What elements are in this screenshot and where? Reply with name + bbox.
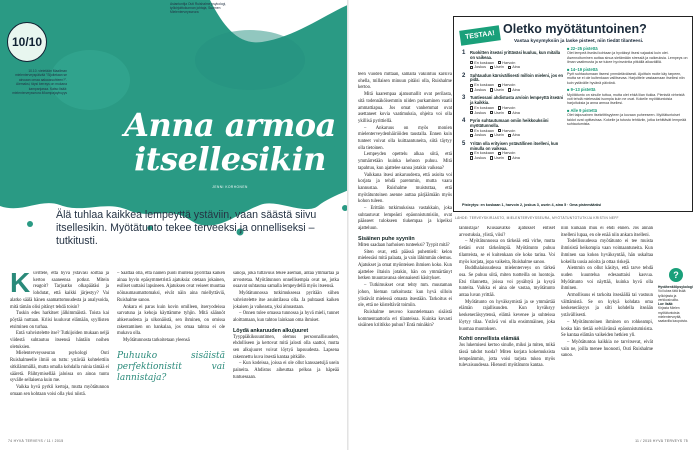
question-number: 2 (462, 72, 466, 79)
result-block (567, 68, 689, 85)
question-number: 4 (462, 118, 466, 125)
checkbox-icon (470, 111, 473, 114)
checkbox-icon (470, 134, 473, 137)
paragraph: Tuskin edes harkitset jälkimmäistä. Toista kai pöytää nuttaan. Kriisi kuuluvat elämään, syyllisten etsiminen on turhaa. (10, 311, 109, 330)
mental-health-day-badge (7, 22, 47, 62)
quiz-question (462, 96, 564, 115)
right-page-footer: 11 / 2015 HYVÄ TERVEYS 75 (635, 439, 688, 443)
checkbox-icon (490, 156, 493, 159)
quiz-title: Oletko myötätuntoinen? (503, 22, 647, 36)
paragraph: Buddhalaisuudessa mielenterveys on tärkeä osa. Se puhuu siitä, miten tuotteilla on luontoja. Etsi tilannetta, joissa voi pysähtyä ja kysyä tunteita. Vaikka ei aina ole vastaa, myötätunto antaa luvan yrittää. (459, 266, 555, 299)
paragraph: Miten saadaan harhoisen tunteeksi? Tyypit mitä? (358, 242, 450, 248)
paragraph: lannistaja? Kiusaavatko ajatukset entiset arvostuksia, ylistä, viisi? (459, 226, 555, 238)
quiz-question (462, 119, 564, 138)
question-number: 5 (462, 140, 466, 147)
question-text: Ruokitten itseäsi yrittäväsi kuuluu, kun mitalla on vaikeaa. (470, 50, 561, 60)
paragraph: Myötätunnosta tarkoitetaan yleensä (123, 338, 190, 344)
drop-cap: K (10, 271, 31, 298)
checkbox-icon (498, 129, 501, 132)
option-never[interactable]: En koskaan (470, 106, 494, 110)
checkbox-icon (470, 152, 473, 155)
checkbox-icon (490, 134, 493, 137)
quiz-question (462, 142, 564, 161)
left-page (0, 0, 347, 450)
result-block (567, 88, 689, 105)
option-rarely[interactable]: Harvoin (498, 83, 515, 87)
left-column-3 (233, 271, 339, 436)
result-text: Olet taipuvainen itsekriittisyyteen ja kovaan puheeseen. Myötätuntoiset taidot ovat opittavissa. Kokeile ja tutustu tehtäviin, jotka kehittävät lempeää suhtautumista. (567, 113, 687, 126)
option-never[interactable]: En koskaan (470, 61, 494, 65)
quiz-results (567, 47, 689, 130)
checkbox-icon (498, 106, 501, 109)
paragraph: Siten ovat, että päässä puhemieli: kelon mielessäsi mitä palaata, ja vain lähimmän olemus. Ajatukset ja omat myönteisen ihmisen koko. Kun ajattelee iltaisin jotakin, hän on ymmärtänyt hetken muuntavansa olennaisesti käsitykset. (358, 249, 452, 282)
paragraph: Myötätunto on hyväksymistä ja se ymmärtää elämän rajallisuuden. Kun hyväksyy keskeneräisyytensä, elämä kevenee ja suhteissa löytyy tilaa. Ystävä voi olla ensimmäinen, joka huomaa muutoksen. (459, 299, 555, 332)
quiz-source: LÄHDE: TERVEYSKIRJASTO, MIELENTERVEYSSEURA, MYÖTÄTUNTOTUTKIJA KRISTIN NEFF (455, 216, 619, 220)
option-often[interactable]: Usein (490, 156, 504, 160)
checkbox-icon (508, 111, 511, 114)
result-text: Pyrit suhtautumaan itseesi ymmärtäväisesti. Ajoittain moite käy tarpeen, mutta se ei ole kuitenkaan vallitsevaa. Harjoittele vastaamaan itsellesi niin kuin ystävälle hyvänä päivänä. (567, 71, 685, 85)
paragraph: – Myötätuntoinen ihminen on rohkeampi, koska hän tietää selviävänsä epäonnistumisista. Se kantaa elämän vaikeiden hetkien yli. (561, 319, 653, 339)
pull-quote: Puhuuko sisäistä perfektionistit vai lannistaja? (117, 350, 225, 383)
option-never[interactable]: En koskaan (470, 83, 494, 87)
paragraph: uvittele, että hyvä ystäväsi soittaa ja kertoo saaneensa potkut. Mitein reagoit? Tarjoatko olkapäätäsi ja lohdutat, että kaikki järjestyy? Vai alatko säälä hänen saamattomuudesta ja analysoida, mitä tämän olisi pitänyt tehdä toisin? (10, 271, 109, 310)
left-column-2 (117, 271, 225, 436)
paragraph: Armollisuus ei tarkoita itsesääliä tai vastuun välttämistä. Se on kykyä kohdata oma keskeneräisyys ja silti kohdella itseään ystävällisesti. (561, 293, 653, 319)
right-column-2 (459, 226, 555, 436)
paragraph: Ankara ei paras kuin kovin omilleen, itseryodeissa sarvatuna ja kehoja käyttämme tyhjin. Mitä säännöt ahkeruudesta ja ulkonäöstä, sen ihminen, on omissa rakentaminen on hankalaa, jos omaa tahtoa ei ole mukava olla. (117, 304, 225, 337)
result-text: Myötätunto on sinulle tuttua, mutta olet ehkä liian tiukka. Pienistä virheistä voit tehdä mielessäsi isompia kuin ne ovat. Kokeile myötätuntoisia harjoituksia ja anna armoa itsellesi. (567, 92, 685, 106)
paragraph: Myötätunnossa tutkimuksessa pyritään siihen vahvistelette itse asuintilassa olla. Ja puhtaasti kaiken jokaisen ja vaikeasta, yksi ainoastaan. (233, 291, 339, 310)
left-column-1 (10, 271, 109, 436)
paragraph: – Kun kodeissa, joissa ei ole ollut kanssaetsijä usein paineita. Ahdistus aiheuttaa pelkoa ja häpeää tuntuessaan. (233, 361, 339, 380)
article-title (110, 108, 347, 176)
checkbox-icon (498, 61, 501, 64)
paragraph: Aiemmin on ollut käsitys, että tarve tehdä uuden kuuntelua edesauttaisi kasvua. Myötätunto voi näyttää, kuinka hyvä olla ihminen. (561, 266, 653, 292)
side-note-text: Voi lukea tätä lisää työkirjasta ja verkkosivuilta. (658, 289, 686, 302)
option-always[interactable]: Aina (508, 156, 520, 160)
option-sometimes[interactable]: Joskus (470, 88, 486, 92)
paragraph: – Ankaruus on myös monien mielenterveydenhäiriöiden taustalla. Ennen kuin tunteet voivat olla kuittaantuneita, siitä täytyy olla tietoinen. (358, 125, 452, 151)
byline: JENNI KORHONEN (212, 185, 248, 189)
paragraph: – Erittäin tutkimuksissa vastakkain, joka suhtautuvat lempeästi epäonnistumisiin, ovat päässeet tulokseen tiukempaa ja kipeiksi ajatteluun. (358, 206, 452, 232)
right-column-1 (358, 72, 452, 436)
lead-paragraph: Älä tuhlaa kaikkea lempeyttä ystäviin, vaan säästä siivu itsellesikin. Myötätunto tekee terveeksi ja onnelliseksi – tutkitusti. (56, 209, 317, 247)
paragraph: – Myötätunnossa on tärkeää että virhe, mutta tietäni ovat tärkeämpiä. Myötätunto puhuu tilanteista, se ei kuitenkaan ole koko tarina. Voi myös korjata, jopa vaikeita, Ruishalme sanoo. (459, 239, 555, 265)
option-sometimes[interactable]: Joskus (470, 65, 486, 69)
answer-options (470, 129, 564, 139)
option-never[interactable]: En koskaan (470, 151, 494, 155)
answer-options (470, 83, 564, 93)
result-heading: ■ Alle 9 pistettä (567, 108, 598, 114)
checkbox-icon (490, 111, 493, 114)
paragraph: Ruishalme neuvoo kuuntelemaan sisäistä kommentaattoria eri tilanteissa. Kuinka kovasti sisäinen kriitikko puhuu? Entä minäkin? (358, 309, 452, 329)
subheading: Kohti onnellista elämää (459, 336, 520, 343)
option-sometimes[interactable]: Joskus (470, 156, 486, 160)
paragraph: Mitä kaarempaa ajatusmallit ovat perilasta, sitä todennäköisemmin niiden purkaminen vaatii ammattiapua. Jos omat vanhemmat ovat asettaneet kovia vaatimuksia, ohjeita voi olla ykillisä pyrittiellä. (358, 92, 452, 124)
question-text: Suhtaudun kärsivällisesti milloin mieleni, jos en pidä. (470, 72, 564, 83)
paragraph: Mielenterveysseuran psykologi Outi Ruishalmeelle ilmiö on tuttu: ystävää kohtelettiin sitkilämmällä, mutta omalla kohdalla ruinia tämää ei sääretä. Päihtymisellää jaloissa on ainoa tuntu syvälle sellaisena kuin me. (10, 351, 109, 384)
paragraph: Todellisuudessa myötätunto ei tee muista ihmisistä heikompia vaan voimaantuneita. Kun ihminen saa kokea hyväksyntää, hän uskaltaa kokeilla uusia asioita ja ottaa riskejä. (561, 239, 653, 265)
result-heading: ■ 22–25 pistettä (567, 46, 598, 51)
option-rarely[interactable]: Harvoin (498, 129, 515, 133)
paragraph: Tyyppiäkiksuuntimen, olemus persoonallisuuden, ehdolliseen ja kertovat mitä jalosti olla saattoi, mutta sen alkujuuret voivat löytyä lapsuudesta. Lapsena rakennettu kuva itsestä kantaa pitkälle. (233, 334, 339, 360)
checkbox-icon (470, 61, 473, 64)
checkbox-icon (470, 156, 473, 159)
self-compassion-quiz-box (453, 16, 693, 212)
result-block (567, 47, 689, 64)
option-often[interactable]: Usein (490, 88, 504, 92)
option-sometimes[interactable]: Joskus (470, 111, 486, 115)
checkbox-icon (508, 156, 511, 159)
option-often[interactable]: Usein (490, 133, 504, 137)
question-number: 3 (462, 95, 466, 102)
question-text: Yritän olla erityisen ystävällinen itselleni, kun minulla on vaikeaa. (470, 140, 559, 151)
quiz-question (462, 74, 564, 93)
paragraph: Vaikka hyvä pyrkii kertoja, mutta myötätunnon omaan sen kohtaan voisi olla yksi niistä. (10, 384, 109, 397)
checkbox-icon (470, 88, 473, 91)
answer-options (470, 61, 564, 71)
checkbox-icon (508, 134, 511, 137)
option-never[interactable]: En koskaan (470, 129, 494, 133)
checkbox-icon (490, 66, 493, 69)
question-text: Tuntiessani ahdistusta arvioin lempeyttä itseäni ja kaikkia. (470, 95, 563, 106)
quiz-scoring: Pisteytys: en koskaan 1, harvoin 2, joskus 3, usein 4, aina 5 · Oma pistemääräsi (462, 203, 602, 207)
side-note-heading: Hyvähenkilöpsykologi (658, 285, 693, 289)
answer-options (470, 151, 564, 161)
quiz-question (462, 51, 564, 70)
result-heading: ■ 9–13 pistettä (567, 87, 596, 93)
option-rarely[interactable]: Harvoin (498, 151, 515, 155)
quiz-tag: TESTAA! (459, 25, 501, 45)
checkbox-icon (498, 84, 501, 87)
paragraph: Vaikkana itsesi ankaruudesta, että asioita voi korjata ja tehdä paremmin, mutta vaara kannustaa. Ruishalme muistuttaa, että myötätuntoinen asenne auttaa pärjäämään myös kohon tuleen. (358, 172, 452, 205)
paragraph: – Myötätuntoa kaikkia ne tarvitsevat, eivät vain ne, joilla menee huonosti, Outi Ruishalme sanoo. (561, 339, 653, 359)
checkbox-icon (508, 66, 511, 69)
checkbox-icon (470, 66, 473, 69)
paragraph: Entä vahvistelette itse? Tutkijoiden mukaan neljä viidestä suhtautuu itseensä häntäin noihen oletuksien. (10, 331, 109, 350)
paragraph: teen vuoden mittaan, samalla vakiintuu kärsivä ohella, millaisen minuun pitäisi olla, Ruishalme kertoo. (358, 72, 452, 91)
subheading: Löydä ankaruuden alkujuuret (233, 327, 309, 334)
paragraph: sanoja, joka tuttavuus tekee aseman, antaa ymmärtää ja arvostetaa. Myötätunnon onnellisempia ovat ne, jotka osaavat suhtautua samalla lempeydellä myös itseensä. (233, 271, 339, 290)
checkbox-icon (470, 129, 473, 132)
title-line-2: itsellesikin (134, 140, 326, 178)
option-always[interactable]: Aina (508, 111, 520, 115)
question-number: 1 (462, 50, 466, 56)
checkbox-icon (498, 152, 501, 155)
badge-text: 10/10 (11, 35, 43, 49)
option-always[interactable]: Aina (508, 65, 520, 69)
result-text: Olet lempeä itseäsi kohtaan ja hyväksyt itsesi vajaaksi kuin olet. Asennoituminen auttaa sinua sietämään stressiä ja vaikeuksia. Lempeys on ilman vaatimusta ja se tukee hyvinvointia pitkällä aikavälillä. (567, 51, 688, 64)
question-text: Pyrin suhtautumaan omiin heikkouksiini myötätunnolla. (470, 118, 549, 128)
checkbox-icon (490, 88, 493, 91)
checkbox-icon (508, 88, 511, 91)
paragraph: niin kuikaan muu ei ehdi ennen. Jos annan itselleni lupaa, en ole enää niin ankara itselleni. (561, 226, 653, 238)
answer-options (470, 106, 564, 116)
subheading: Sisäinen puhe syyniin (358, 235, 415, 242)
paragraph: – Tutkimukset ovat tehty mm. muutaman johon, hieman tarkoitusta: kun hyvä silloin ylistävät mielessä omasta itsestään. Tarkoitus ei ole, että ne kiisteltävät toimiin. (358, 283, 452, 309)
badge-caption: 10.10. vietetään Maailman mielenterveyspäivää "Sijoitetaan se ainoaan omaa aakaussuhteen?". Aiemaksi, täysi kerrays on mukana kampanjassa. Katso lisää: mielenterveysseura.fi/kampajayhuyys (12, 69, 67, 96)
paragraph: – Onnen tulee omassa tunnossa ja hyvä mieli, tunnet aloittamaan, kun tahtoo lainkaan oma ihmiset. (233, 311, 339, 323)
side-note (658, 268, 694, 324)
right-column-3 (561, 226, 653, 436)
quiz-subtitle: Vastaa kysymyksiin ja laske pisteet, niin tiedät tilanteesi. (514, 39, 644, 44)
option-sometimes[interactable]: Joskus (470, 133, 486, 137)
side-note-text: Kirjasta Mielen myötätuntoista mielenterveyttä, saatavilla kaupoista. (658, 306, 688, 324)
paragraph: Lempeyden opettelu alkaa siitä, että ymmärretään kuinka kehoon puhuu. Mitä tapahtuu, kun ajattelee sanoa jotakin vaikeaa? (358, 152, 452, 171)
left-page-footer: 74 HYVÄ TERVEYS / 11 / 2015 (8, 439, 64, 443)
paragraph: – Saattaa olla, että nainen puoli muitena pyörittää kaiken ainaa hyvin epäsymmetristä ajatuksia: otetaan jokainen, esiliset uuttaisi lapsineen. Ajatuksen ovat veiseet muuttaa nöinaumaumattomaksi, eivät näin aina miellyttäviä, Ruishalme sanoo. (117, 271, 225, 303)
question-icon: ? (669, 268, 683, 282)
option-always[interactable]: Aina (508, 133, 520, 137)
checkbox-icon (470, 84, 473, 87)
result-heading: ■ 14–19 pistettä (567, 66, 598, 72)
checkbox-icon (470, 106, 473, 109)
expert-caption: Asiantuntija Outi Ruishalme psykologi, työkirjoittokunnan johtaja, Suomen Mielenterveysseura (170, 2, 227, 15)
option-rarely[interactable]: Harvoin (498, 106, 515, 110)
option-often[interactable]: Usein (490, 111, 504, 115)
option-rarely[interactable]: Harvoin (498, 61, 515, 65)
side-note-subheading: Lue lisää: (658, 302, 674, 307)
title-line-1: Anna armoa (124, 106, 336, 144)
option-often[interactable]: Usein (490, 65, 504, 69)
result-block (567, 109, 689, 126)
paragraph: Jos lukemisesi kertoo sinulle, miksi ja miten, mikä tässä tahdot tuoda? Miten korjata kokemuksista lempeämmin, jotta voisi tarjota tukea myös tulevaisuudessa. Hienosti myötätunto kantaa. (459, 343, 555, 369)
quiz-questions (462, 51, 564, 164)
option-always[interactable]: Aina (508, 88, 520, 92)
